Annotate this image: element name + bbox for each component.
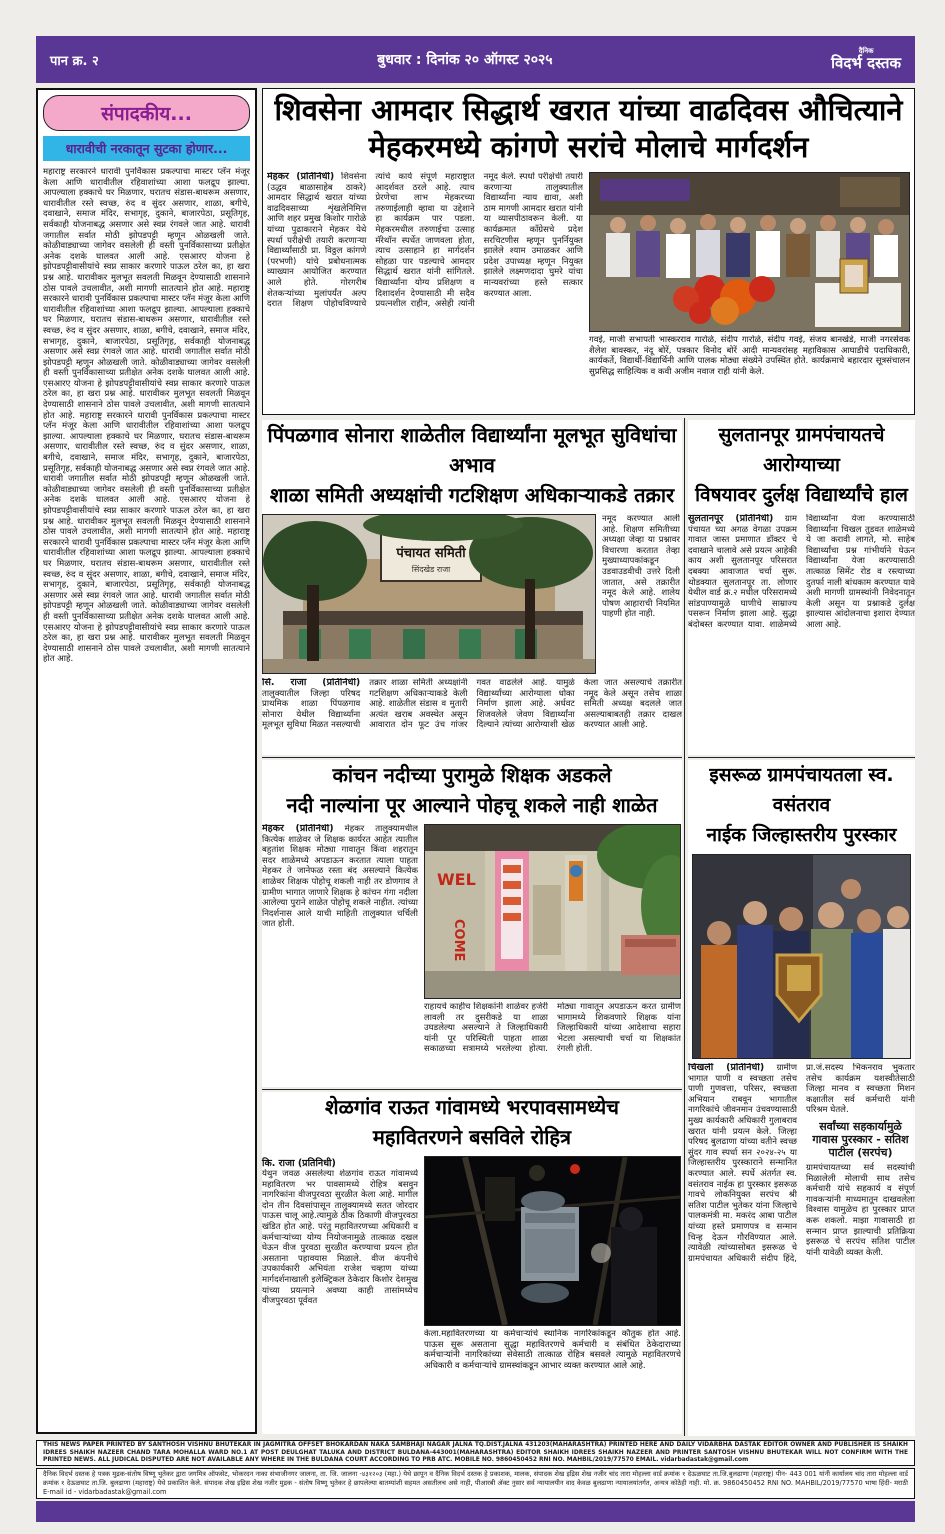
pimpalgaon-headline-2: शाळा समिती अध्यक्षांची गटशिक्षण अधिकाऱ्याकडे तक्रार [269,483,675,507]
editorial-title: संपादकीय... [43,95,250,131]
page-number: पान क्र. २ [50,53,99,69]
school-veranda-photo [424,824,681,999]
main-article [262,88,915,415]
page-header [36,36,915,83]
shelgaon-headline-1: शेळगांव राऊत गांवामध्ये भरपावसामध्येच [325,1095,619,1119]
sign-sindkhed-raja: सिंदखेड राजा [411,565,451,574]
isrul-headline-2: नाईक जिल्हास्तरीय पुरस्कार [706,824,897,846]
imprint-english: THIS NEWS PAPER PRINTED BY SANTHOSH VISHNU BHUTEKAR IN JAGMITRA OFFSET BHOKARDAN NAKA SAMBHAJI NAGAR JALNA TQ.DIST.JALNA 431203(MAHARASHTRA) PRINTED HERE AND DAILY VIDARBHA DASTAK EDITOR OWNER AND PUBLISHER IS SHAIKH IDREES SHAIKH NAZEER CHAND TARA MOHALLA WARD NO.1 AT POST DEULGHAT TALUKA AND DISTRICT BULDANA-443001(MAHARASHTRA) EDITOR SHAIKH IDREES SHAIKH NAZEER AND PRINTER SANTOSH VISHNU BHUTEKAR WILL NOT CONFIRM WITH THE PRINTED NEWS. ALL JUDICAL DISPUTED ARE NOT AVAILABLE ANY WHERE IN THE BULDANA COURT ACCORDING TO PRB ATC. MOBILE NO. 9860450452 RNI NO. MAHBIL/2019/77570 EMAIL. vidarbadastak@gmail.com [36,1440,915,1466]
pimpalgaon-article [262,420,682,755]
main-photo-caption: गवई, माजी सभापती भास्करराव गारोळे, संदीप गारोळे, संदीप गवई, संजय बानखेडे, माजी नगरसेवक शैलेश बावस्कर, नंदू बोरें, पत्रकार विनोद बोरें आदी मान्यवरांसह महाविकास आघाडीचे पदाधिकारी, कार्यकर्ते, विद्यार्थी-विद्यार्थिनी आणि पालक मोठ्या संख्येने उपस्थित होते. कार्यक्रमाचे बहारदार सूत्रसंचालन सुप्रसिद्ध साहित्यिक व कवी अजीम नवाज राही यांनी केले. [589,335,910,377]
shelgaon-photo-caption: केला.महावितरणच्या या कर्मचाऱ्यांचे स्थानिक नागरिकांकडून कौतुक होत आहे. पाऊस सुरू असताना सुद्धा महावितरणचे कर्मचारी व संबंधित ठेकेदाराच्या कर्मचाऱ्यांनी नागरिकांच्या सेवेसाठी तात्काळ रोहित्र बसवले त्यामुळे महावितरणचे अधिकारी व कर्मचाऱ्यांचे ग्रामस्थांकडून आभार व्यक्त करण्यात आले आहे. [424,1329,681,1371]
isrul-byline: चिखली (प्रतिनिधी) [688,1063,765,1073]
kanchan-text: मेहकर तालुक्यामधील कित्येक शाळेवर जे शिक्षक कार्यरत आहेत त्यातील बहुतांश शिक्षक मोठ्या गावातून किंवा शहरातून सदर शाळेमध्ये अपडाऊन करतात त्याला पाहता मेहकर ते जानेफळ रस्ता बंद असल्याने कित्येक शाळेवर शिक्षक पोहोचू शकली नाही तर डोणगाव ते ग्रामीण भागात जाणारे शिक्षक हे कांचन गंगा नदीला आलेल्या पुराने शाळेत पोहोचू शकले नाहीत. त्यांच्या निदर्शनास आले याची माहिती तालुक्यात चर्चिली जात होती. [262,824,418,930]
sultanpur-headline-2: विषयावर दुर्लक्ष विद्यार्थ्यांचे हाल [695,484,908,506]
isrul-headline-1: इसरूळ ग्रामपंचायतला स्व. वसंतराव [709,764,894,816]
date-line: बुधवार : दिनांक २० ऑगस्ट २०२५ [377,52,553,68]
kanchan-headline-1: कांचन नदीच्या पुरामुळे शिक्षक अडकले [332,763,612,787]
sultanpur-headline [688,420,915,510]
shelgaon-headline [262,1092,682,1152]
shelgaon-byline: कि. राजा (प्रतिनिधी) [262,1158,336,1169]
sign-panchayat-samiti: पंचायत समिती [396,546,466,561]
shelgaon-body: येथुन जवळ असलेल्या शेळगांव राऊत गांवामध्ये महावितरण भर पावसामध्ये रोहित्र बसवुन नागरिकांना वीजपुरवठा सुरळीत केला आहे. मागील दोन तीन दिवसांपासून तालुक्यामध्ये सतत जोरदार पाऊस चालू आहे.त्यामुळे ठीक ठिकाणी वीजपुरवठा खंडित होत आहे. परंतु महावितरणच्या अधिकारी व कर्मचाऱ्यांच्या योग्य नियोजनामुळे तात्काळ दखल घेऊन वीज पुरवठा सुरळीत करण्याचा प्रयत्न होत असताना पहावयास मिळाले. वीज कंपनीचे उपकार्यकारी अभियंता राजेश चव्हाण यांच्या मार्गदर्शनाखाली इलेक्ट्रिकल ठेकेदार किशोर देशमुख यांच्या प्रयत्नाने अवघ्या काही तासांमध्येच वीजपुरवठा पूर्ववत [262,1169,418,1307]
sultanpur-body [688,514,915,780]
kanchan-headline-2: नदी नाल्यांना पूर आल्याने पोहचू शकले नाही शाळेत [286,793,658,817]
masthead-daily-label: दैनिक [858,47,874,55]
pimpalgaon-byline: सि. राजा (प्रतिनिधी) [262,678,361,688]
shelgaon-headline-2: महावितरणने बसविले रोहित्र [372,1125,572,1149]
isrul-body [688,1063,915,1453]
panchayat-samiti-photo [262,514,596,674]
sultanpur-byline: सुलतानपूर (प्रतिनिधी) [688,514,774,524]
editorial-panel [36,88,257,1434]
main-article-text: शिवसेना (उद्धव बाळासाहेब ठाकरे) आमदार सिद्धार्थ खरात यांच्या वाढदिवसाच्या शृंखलेनिमित्त आणि शहर प्रमुख किशोर गारोळे यांच्या पुढाकाराने मेहकर येथे स्पर्धा परीक्षेची तयारी करणाऱ्या विद्यार्थ्यांसाठी प्रा. विठ्ठल कांगणे (परभणी) यांचे प्रबोधनात्मक व्याख्यान आयोजित करण्यात आले होते. गोरगरीब शेतकऱ्यांच्या मुलांपर्यंत अल्प दरात शिक्षण पोहोचविण्याचे त्यांचे कार्य संपूर्ण महाराष्ट्रात आदर्शवत ठरले आहे. त्याच प्रेरणेचा लाभ मेहकरच्या तरुणाईलाही व्हावा या उद्देशाने हा कार्यक्रम पार पडला. मेहकरमधील तरुणाईचा उत्साह मॅरेथॉन स्पर्धेत जाणवला होता, त्याच उत्साहाने हा मार्गदर्शन सोहळा पार पडल्याचे आमदार सिद्धार्थ खरात यांनी सांगितले. विद्यार्थ्यांना योग्य प्रशिक्षण व दिशादर्शन देण्यासाठी मी सदैव प्रयत्नशील राहीन, असेही त्यांनी नमूद केले. स्पर्धा परीक्षेची तयारी करणाऱ्या तालुक्यातील विद्यार्थ्यांना न्याय द्यावा, अशी ठाम मागणी आमदार खरात यांनी या व्यासपीठावरून केली. या कार्यक्रमात काँग्रेसचे प्रदेश सरचिटणीस म्हणून पुनर्नियुक्त झालेले श्याम उमाळकर आणि प्रदेश उपाध्यक्ष म्हणून नियुक्त झालेले लक्ष्मणदादा घुमरे यांचा मान्यवरांच्या हस्ते सत्कार करण्यात आला. [267,172,583,310]
welcome-come-text: COME [451,919,466,962]
sultanpur-headline-1: सुलतानपूर ग्रामपंचायतचे आरोग्याच्या [718,424,885,476]
kanchan-body [262,824,418,1079]
kanchan-article [262,760,682,1087]
editorial-subtitle: धारावीची नरकातून सुटका होणार... [43,136,250,161]
isrul-text: ग्रामीण भागात पाणी व स्वच्छता तसेच पाणी गुणवत्ता, परिसर, स्वच्छता अभियान राबवून भागातील नागरिकांचे जीवनमान उंचवण्यासाठी मुख्य कार्यकारी अधिकारी गुलाबराव खरात यांनी प्रयत्न केले. जिल्हा परिषद बुलढाणा यांच्या वतीने स्वच्छ सुंदर गाव स्पर्धा सन २०२४-२५ या जिल्हास्तरीय पुरस्काराने सन्मानित करण्यात आले. स्पर्धे अंतर्गत स्व. वसंतराव नाईक हा पुरस्कार इसरूळ गावचे लोकनियुक्त सरपंच श्री सतिश पाटील भुतेकर यांना जिल्हाचे पालकमंत्री मा. मकरंद आबा पाटील यांच्या हस्ते प्रमाणपत्र व सन्मान चिन्ह देऊन गौरविण्यात आले. त्यावेळी त्यांच्यासोबत इसरूळ चे ग्रामपंचायत अधिकारी संदीप हिंदे, प्रा.जं.सदस्य भिकनराव भुकतार तसेच कार्यक्रम यशस्वीतेसाठी जिल्हा मानव व स्वच्छता मिशन कक्षातील सर्व कर्मचारी यांनी परिश्रम घेतले. [688,1063,915,1264]
main-headline: शिवसेना आमदार सिद्धार्थ खरात यांच्या वाढदिवस औचित्याने मेहकरमध्ये कांगणे सरांचे मोलाचे मार्गदर्शन [274,93,903,164]
isrul-headline [688,760,915,850]
main-event-photo [589,172,910,332]
isrul-subhead: सर्वांच्या सहकार्यामुळे गावास पुरस्कार - सतिश पाटील (सरपंच) [812,1119,909,1159]
isrul-article [688,760,915,1436]
transformer-night-photo [424,1156,681,1326]
pimpalgaon-headline [262,420,682,510]
kanchan-headline [262,760,682,820]
bottom-purple-bar [36,1501,915,1522]
main-article-body [267,172,583,410]
main-article-byline: मेहकर (प्रतिनिधी) [267,172,335,182]
section-rule-left-2 [262,1089,682,1090]
column-divider [684,418,685,1436]
pimpalgaon-text: तालुक्यातील जिल्हा परिषद प्राथमिक शाळा पिंपळगाव सोनारा येथील विद्यार्थ्यांना मूलभूत सुविधा मिळत नसल्याची तक्रार शाळा समिती अध्यक्षांनी गटशिक्षण अधिकाऱ्याकडे केली आहे. शाळेतील संडास व मुतारी अत्यंत खराब अवस्थेत असून आवारात दोन फूट उंच गांजर गवत वाढलेले आहे. यामुळे विद्यार्थ्यांच्या आरोग्याला धोका निर्माण झाला आहे. अर्धवट शिजवलेले जेवण विद्यार्थ्यांना दिल्याने त्यांच्या आरोग्याशी खेळ केला जात असल्याचे तक्रारीत नमूद केले असून तसेच शाळा समिती अध्यक्ष बदलले जात असल्याबाबतही तक्रार दाखल करण्यात आली आहे. [262,678,682,731]
kanchan-below-photo-text: राहायचे काहीच शिक्षकांनी शाळेवर हजेरी लावली तर दुसरीकडे या शाळा उघडलेल्या असल्याने ते जिल्हाधिकारी यांनी पूर परिस्थिती पाहता शाळा सकाळच्या सत्रामध्ये भरलेल्या होत्या. मोठ्या गावातून अपडाऊन करत ग्रामीण भागामध्ये शिकवणारे शिक्षक यांना जिल्हाधिकारी यांच्या आदेशाचा सहारा भेटला असल्याची चर्चा या शिक्षकांत रंगली होती. [424,1002,681,1055]
sultanpur-text: ग्राम पंचायत च्या अगळ वेगळा उपक्रम गावात जास्त प्रमाणात डॉक्टर चे दवाखाने चालावे असे प्रयत्न आहेकी काय अशी सुलतानपूर परिसरात दबक्या आवाजात चर्चा सुरू. थोडक्यात सुलतानपूर ता. लोणार येथील वार्ड क्र.२ मधील परिसरामध्ये सांडपाण्यामुळे घाणीचे साम्राज्य पसरून निर्माण झाला आहे. सुद्धा बंदोबस्त करण्यात यावा. शाळेमध्ये विद्यार्थ्यांना येजा करण्यासाठी विद्यार्थ्यांना चिखल तुडवत शाळेमध्ये ये जा करावी लागते, मो. साहेब विद्यार्थ्यांचा प्रश्न गांभीर्याने घेऊन विद्यार्थ्यांना येजा करण्यासाठी तात्काळ सिमेंट रोड व रस्त्याच्या दुतर्फा नाली बांधकाम करण्यात यावे अशी मागणी ग्रामस्थांनी निवेदनातून केली असून या प्रश्नाकडे दुर्लक्ष झाल्यास आंदोलनाचा इशारा देण्यात आला आहे. [688,514,915,630]
kanchan-byline: मेहकर (प्रतिनिधी) [262,824,334,834]
masthead [831,48,901,71]
imprint-marathi: दैनिक विदर्भ दस्तक हे पत्रक मुद्रक-संतोष विष्णू भुतेकर द्वारा जगमित्र ऑफसेट, भोकरदन नाका संभाजीनगर जालना, ता. जि. जालना -४३१२०३ (महा.) येथे छापून व दैनिक विदर्भ दस्तक हे प्रकाशक, मालक, संपादक शेख इद्रिस शेख नजीर चांद तारा मोहल्ला वार्ड क्रमांक १ देऊळघाट ता.जि.बुलढाणा (महाराष्ट्र) पीन- 443 001 यांनी कार्यालय चांद तारा मोहल्ला वार्ड क्रमांक १ देऊळघाट ता.जि. बुलढाणा (महाराष्ट्र) येथे प्रकाशित केले. संपादक शेख इद्रिस शेख नजीर मुद्रक - संतोष विष्णू भुतेकर हे छापलेल्या बातम्यांशी सहमत असतीलच असे नाही, पीआरबी ॲक्ट नुसार सर्व न्यायालयीन वाद केवळ बुलढाणा न्यायालयांतर्गत, अन्यत्र कोठेही नाही. मो. क्र. 9860450452 RNI NO. MAHBIL/2019/77570 भाषा हिंदी- मराठी E-mail id - vidarbadastak@gmail.com [36,1468,915,1499]
award-ceremony-photo [692,854,911,1059]
pimpalgaon-headline-1: पिंपळगाव सोनारा शाळेतील विद्यार्थ्यांना मूलभूत सुविधांचा अभाव [267,423,677,477]
shelgaon-article [262,1092,682,1434]
sultanpur-article [688,420,915,755]
pimpalgaon-side-text: नमूद करण्यात आली आहे. शिक्षण समितीच्या अध्यक्षा जेव्हा या प्रश्नावर विचारणा करतात तेव्हा मुख्याध्यापकांकडून उडवाउडवीची उत्तरे दिली जातात, असे तक्रारीत नमूद केले आहे. शालेय पोषण आहाराची नियमित पाहणी होत नाही. [602,514,680,620]
masthead-title: विदर्भ दस्तक [831,54,901,72]
isrul-text-2: ग्रामपंचायतच्या सर्व सदस्यांची मिळालेली मोलाची साथ तसेच कर्मचारी यांचे सहकार्य व संपूर्ण गावकऱ्यांनी माध्यमातून दाखवलेला विश्वास यामुळेच हा पुरस्कार प्राप्त करू शकलो. माझा गावासाठी हा सन्मान प्राप्त झाल्याची प्रतिक्रिया इसरूळ चे सरपंच सतिश पाटील यांनी यावेळी व्यक्त केली. [806,1162,915,1258]
editorial-body: महाराष्ट्र सरकारने धारावी पुनर्विकास प्रकल्पाचा मास्टर प्लॅन मंजूर केला आणि धारावीतील रहिवाशांच्या आशा फलद्रूप झाल्या. आपल्याला हक्काचे घर मिळणार, घरातच संडास-बाथरूम असणार, धारावीतील रस्ते स्वच्छ, रुंद व सुंदर असणार, शाळा, बगीचे, दवाखाने, समाज मंदिर, सभागृह, दुकाने, बाजारपेठा, प्रसूतिगृह, सर्वकाही योजनाबद्ध असणार असे स्वप्न रंगवले जात आहे. धारावी जगातील सर्वात मोठी झोपडपट्टी म्हणून ओळखली जाते. कोळीवाड्याच्या जागेवर वसलेली ही वस्ती पुनर्विकासाच्या प्रतीक्षेत अनेक दशके घालवत आली आहे. एसआरए योजना हे झोपडपट्टीवासीयांचे स्वप्न साकार करणारे पाऊल ठरेल का, हा खरा प्रश्न आहे. धारावीकर मुलभूत सवलती मिळवून देण्यासाठी शासनाने ठोस पावले उचलावीत, अशी मागणी सातत्याने होत आहे. महाराष्ट्र सरकारने धारावी पुनर्विकास प्रकल्पाचा मास्टर प्लॅन मंजूर केला आणि धारावीतील रहिवाशांच्या आशा फलद्रूप झाल्या. आपल्याला हक्काचे घर मिळणार, घरातच संडास-बाथरूम असणार, धारावीतील रस्ते स्वच्छ, रुंद व सुंदर असणार, शाळा, बगीचे, दवाखाने, समाज मंदिर, सभागृह, दुकाने, बाजारपेठा, प्रसूतिगृह, सर्वकाही योजनाबद्ध असणार असे स्वप्न रंगवले जात आहे. धारावी जगातील सर्वात मोठी झोपडपट्टी म्हणून ओळखली जाते. कोळीवाड्याच्या जागेवर वसलेली ही वस्ती पुनर्विकासाच्या प्रतीक्षेत अनेक दशके घालवत आली आहे. एसआरए योजना हे झोपडपट्टीवासीयांचे स्वप्न साकार करणारे पाऊल ठरेल का, हा खरा प्रश्न आहे. धारावीकर मुलभूत सवलती मिळवून देण्यासाठी शासनाने ठोस पावले उचलावीत, अशी मागणी सातत्याने होत आहे. महाराष्ट्र सरकारने धारावी पुनर्विकास प्रकल्पाचा मास्टर प्लॅन मंजूर केला आणि धारावीतील रहिवाशांच्या आशा फलद्रूप झाल्या. आपल्याला हक्काचे घर मिळणार, घरातच संडास-बाथरूम असणार, धारावीतील रस्ते स्वच्छ, रुंद व सुंदर असणार, शाळा, बगीचे, दवाखाने, समाज मंदिर, सभागृह, दुकाने, बाजारपेठा, प्रसूतिगृह, सर्वकाही योजनाबद्ध असणार असे स्वप्न रंगवले जात आहे. धारावी जगातील सर्वात मोठी झोपडपट्टी म्हणून ओळखली जाते. कोळीवाड्याच्या जागेवर वसलेली ही वस्ती पुनर्विकासाच्या प्रतीक्षेत अनेक दशके घालवत आली आहे. एसआरए योजना हे झोपडपट्टीवासीयांचे स्वप्न साकार करणारे पाऊल ठरेल का, हा खरा प्रश्न आहे. धारावीकर मुलभूत सवलती मिळवून देण्यासाठी शासनाने ठोस पावले उचलावीत, अशी मागणी सातत्याने होत आहे. महाराष्ट्र सरकारने धारावी पुनर्विकास प्रकल्पाचा मास्टर प्लॅन मंजूर केला आणि धारावीतील रहिवाशांच्या आशा फलद्रूप झाल्या. आपल्याला हक्काचे घर मिळणार, घरातच संडास-बाथरूम असणार, धारावीतील रस्ते स्वच्छ, रुंद व सुंदर असणार, शाळा, बगीचे, दवाखाने, समाज मंदिर, सभागृह, दुकाने, बाजारपेठा, प्रसूतिगृह, सर्वकाही योजनाबद्ध असणार असे स्वप्न रंगवले जात आहे. धारावी जगातील सर्वात मोठी झोपडपट्टी म्हणून ओळखली जाते. कोळीवाड्याच्या जागेवर वसलेली ही वस्ती पुनर्विकासाच्या प्रतीक्षेत अनेक दशके घालवत आली आहे. एसआरए योजना हे झोपडपट्टीवासीयांचे स्वप्न साकार करणारे पाऊल ठरेल का, हा खरा प्रश्न आहे. धारावीकर मुलभूत सवलती मिळवून देण्यासाठी शासनाने ठोस पावले उचलावीत, अशी मागणी सातत्याने होत आहे. [43,167,250,665]
welcome-wel-text: WEL [437,870,476,889]
